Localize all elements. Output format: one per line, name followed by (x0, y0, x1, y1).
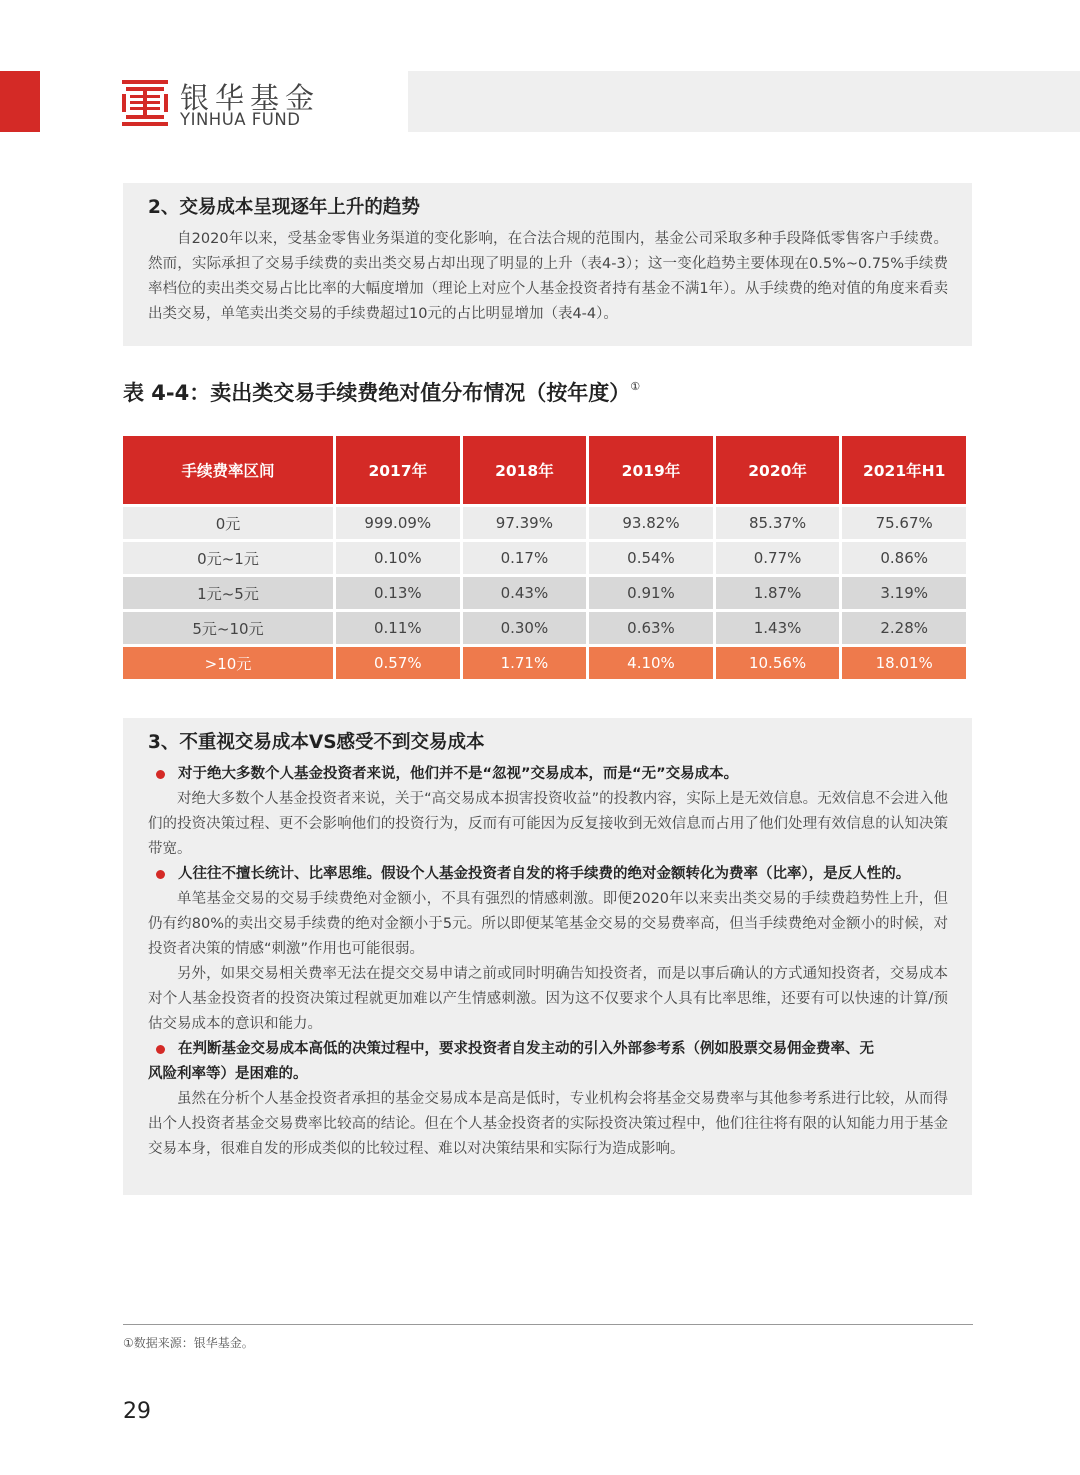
table-cell: 0.77% (716, 542, 840, 574)
bullet-dot-icon (156, 770, 165, 779)
logo-chinese-name: 银华基金 (180, 81, 321, 115)
table-cell: 10.56% (716, 647, 840, 679)
bullet-3-text-line2: 风险利率等）是困难的。 (148, 1066, 308, 1082)
bullet-point-2 (148, 862, 948, 887)
table-cell: 0.91% (589, 577, 713, 609)
header-gray-bar (408, 71, 1080, 132)
table-row (123, 542, 966, 574)
section-3-paragraph-3: 另外，如果交易相关费率无法在提交交易申请之前或同时明确告知投资者，而是以事后确认的方式通知投资者，交易成本对个人基金投资者的投资决策过程就更加难以产生情感刺激。因为这不仅要求个人具有比率思维，还要有可以快速的计算/预估交易成本的意识和能力。 (148, 966, 948, 1032)
table-title-text: 表 4-4：卖出类交易手续费绝对值分布情况（按年度） (123, 381, 631, 405)
table-row (123, 507, 966, 539)
table-cell: 0.43% (463, 577, 587, 609)
table-cell: 97.39% (463, 507, 587, 539)
table-cell: >10元 (123, 647, 333, 679)
footnote-divider (123, 1324, 973, 1325)
table-row (123, 612, 966, 644)
section-3-paragraph-2: 单笔基金交易的交易手续费绝对金额小，不具有强烈的情感刺激。即便2020年以来卖出类交易的手续费趋势性上升，但仍有约80%的卖出交易手续费的绝对金额小于5元。所以即便某笔基金交易的交易费率高，但当手续费绝对金额小的时候，对投资者决策的情感“刺激”作用也可能很弱。 (148, 891, 948, 957)
table-cell: 2.28% (842, 612, 966, 644)
table-cell: 1.71% (463, 647, 587, 679)
table-cell: 1元~5元 (123, 577, 333, 609)
header-cell-2019: 2019年 (589, 436, 713, 504)
bullet-dot-icon (156, 870, 165, 879)
section-3-panel (123, 718, 972, 1195)
table-cell: 0.10% (336, 542, 460, 574)
header-red-tab (0, 71, 40, 132)
table-cell: 4.10% (589, 647, 713, 679)
header-cell-2020: 2020年 (716, 436, 840, 504)
table-cell: 0.30% (463, 612, 587, 644)
table-cell: 3.19% (842, 577, 966, 609)
bullet-3-text-line1: 在判断基金交易成本高低的决策过程中，要求投资者自发主动的引入外部参考系（例如股票交易佣金费率、无 (178, 1041, 874, 1057)
table-cell: 0.17% (463, 542, 587, 574)
section-3-paragraph-1: 对绝大多数个人基金投资者来说，关于“高交易成本损害投资收益”的投教内容，实际上是无效信息。无效信息不会进入他们的投资决策过程、更不会影响他们的投资行为，反而有可能因为反复接收到无效信息而占用了他们处理有效信息的认知决策带宽。 (148, 791, 948, 857)
table-cell: 0.57% (336, 647, 460, 679)
yinhua-logo-mark-icon (120, 78, 170, 128)
table-cell: 18.01% (842, 647, 966, 679)
table-cell: 0.63% (589, 612, 713, 644)
header-cell-range: 手续费率区间 (123, 436, 333, 504)
bullet-point-1 (148, 762, 948, 787)
yinhua-logo (120, 76, 330, 130)
table-header-row (123, 436, 966, 504)
table-cell: 1.87% (716, 577, 840, 609)
bullet-2-text: 人往往不擅长统计、比率思维。假设个人基金投资者自发的将手续费的绝对金额转化为费率（比率），是反人性的。 (178, 866, 911, 882)
section-3-title: 3、不重视交易成本VS感受不到交易成本 (148, 732, 485, 753)
table-cell: 85.37% (716, 507, 840, 539)
section-3-paragraph-4: 虽然在分析个人基金投资者承担的基金交易成本是高是低时，专业机构会将基金交易费率与其他参考系进行比较，从而得出个人投资者基金交易费率比较高的结论。但在个人基金投资者的实际投资决策过程中，他们往往将有限的认知能力用于基金交易本身，很难自发的形成类似的比较过程、难以对决策结果和实际行为造成影响。 (148, 1091, 948, 1157)
table-footnote-mark: ① (630, 380, 641, 393)
table-cell: 75.67% (842, 507, 966, 539)
table-cell: 93.82% (589, 507, 713, 539)
table-cell: 0.11% (336, 612, 460, 644)
table-cell: 0元 (123, 507, 333, 539)
header-cell-2018: 2018年 (463, 436, 587, 504)
section-2-panel (123, 183, 972, 346)
page-number: 29 (123, 1399, 151, 1424)
table-cell: 0.54% (589, 542, 713, 574)
table-cell: 999.09% (336, 507, 460, 539)
table-row-highlight (123, 647, 966, 679)
table-cell: 0.86% (842, 542, 966, 574)
table-cell: 1.43% (716, 612, 840, 644)
logo-english-name: YINHUA FUND (180, 110, 301, 129)
table-title (123, 377, 640, 407)
header-cell-2021h1: 2021年H1 (842, 436, 966, 504)
table-cell: 0.13% (336, 577, 460, 609)
table-cell: 0元~1元 (123, 542, 333, 574)
table-cell: 5元~10元 (123, 612, 333, 644)
footnote: ①数据来源：银华基金。 (123, 1336, 254, 1350)
bullet-point-3 (148, 1037, 948, 1087)
header-cell-2017: 2017年 (336, 436, 460, 504)
section-2-paragraph: 自2020年以来，受基金零售业务渠道的变化影响，在合法合规的范围内，基金公司采取多种手段降低零售客户手续费。然而，实际承担了交易手续费的卖出类交易占却出现了明显的上升（表4-3）；这一变化趋势主要体现在0.5%~0.75%手续费率档位的卖出类交易占比比率的大幅度增加（理论上对应个人基金投资者持有基金不满1年）。从手续费的绝对值的角度来看卖出类交易，单笔卖出类交易的手续费超过10元的占比明显增加（表4-4）。 (148, 231, 948, 322)
bullet-dot-icon (156, 1045, 165, 1054)
fee-distribution-table (120, 433, 969, 682)
bullet-1-text: 对于绝大多数个人基金投资者来说，他们并不是“忽视”交易成本，而是“无”交易成本。 (178, 766, 739, 782)
table-row (123, 577, 966, 609)
section-2-title: 2、交易成本呈现逐年上升的趋势 (148, 197, 420, 218)
